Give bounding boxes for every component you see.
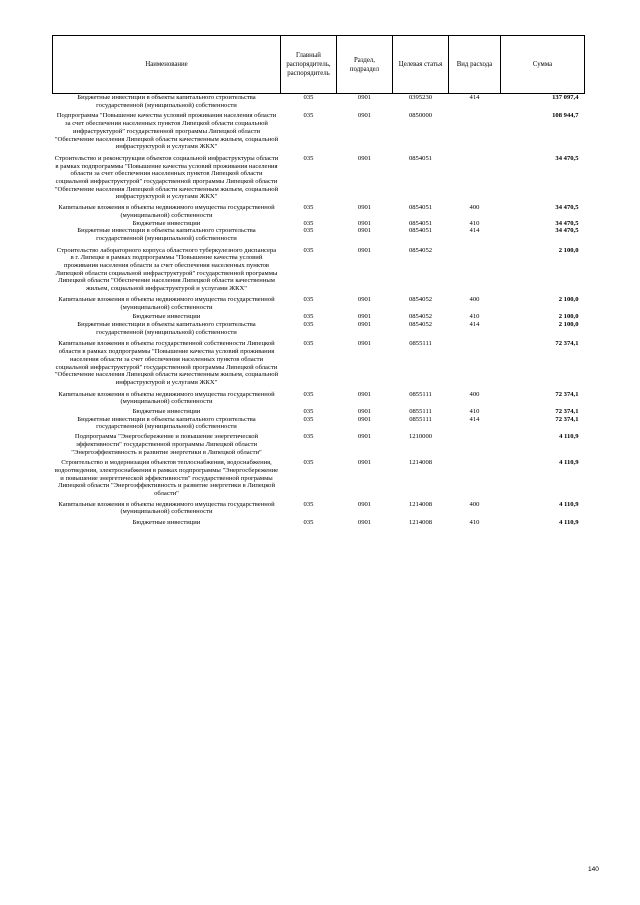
row-grbs: 035 xyxy=(303,500,314,508)
row-razdel: 0901 xyxy=(357,246,372,254)
row-cst: 0854052 xyxy=(408,295,433,303)
row-grbs: 035 xyxy=(303,459,314,467)
table-row xyxy=(53,456,585,498)
row-cst: 1214008 xyxy=(408,500,433,508)
row-cst: 0854051 xyxy=(408,219,433,227)
row-razdel: 0901 xyxy=(357,227,372,235)
row-vr: 414 xyxy=(469,320,480,328)
table-body xyxy=(53,94,585,527)
row-cst: 0854052 xyxy=(408,320,433,328)
row-name: Подпрограмма "Энергосбережение и повышение энергетической эффективности" государственной программы Липецкой области "Энергоэффективность и развитие энергетики в Липецкой области" xyxy=(71,433,262,456)
row-razdel: 0901 xyxy=(357,295,372,303)
table-row xyxy=(53,151,585,201)
row-razdel: 0901 xyxy=(357,219,372,227)
row-name: Капитальные вложения в объекты недвижимого имущества государственной (муниципальной) собственности xyxy=(58,390,275,406)
row-sum: 2 100,0 xyxy=(558,313,579,321)
row-sum: 137 097,4 xyxy=(552,94,579,101)
row-razdel: 0901 xyxy=(357,459,372,467)
row-sum: 4 110,9 xyxy=(559,433,579,441)
table-row xyxy=(53,109,585,151)
row-name: Бюджетные инвестиции в объекты капитального строительства государственной (муниципальной) собственности xyxy=(77,320,256,336)
row-sum: 72 374,1 xyxy=(555,415,579,423)
row-vr xyxy=(449,431,501,456)
row-grbs: 035 xyxy=(303,313,314,321)
header-razdel: Раздел, подраздел xyxy=(337,36,393,94)
row-razdel: 0901 xyxy=(357,320,372,328)
row-vr: 410 xyxy=(469,313,480,321)
row-cst: 1214008 xyxy=(408,459,433,467)
row-vr: 410 xyxy=(469,408,480,416)
row-name: Строительство и реконструкция объектов социальной инфраструктуры области в рамках подпрограммы "Повышение качества условий проживания населения области за счет обеспечения населенных пунктов Липецкой области социальной инфраструктурой" государственной программы Липецкой области "Обеспечение населения Липецкой области качественным жильем, социальной инфраструктурой и услугами ЖКХ" xyxy=(54,154,279,201)
row-cst: 1214008 xyxy=(408,519,433,527)
table-row xyxy=(53,243,585,293)
row-sum: 34 470,5 xyxy=(555,154,579,162)
row-name: Строительство и модернизация объектов теплоснабжения, водоснабжения, водоотведения, электроснабжения в рамках подпрограммы "Энергосбережение и повышение энергетической эффективности" государственной программы Липецкой области "Энергоэффективность и развитие энергетики в Липецкой области" xyxy=(54,459,279,498)
row-grbs: 035 xyxy=(303,219,314,227)
header-cst: Целевая статья xyxy=(393,36,449,94)
row-cst: 0855111 xyxy=(409,415,432,423)
header-sum: Сумма xyxy=(501,36,585,94)
row-grbs: 035 xyxy=(303,112,314,120)
row-name: Капитальные вложения в объекты недвижимого имущества государственной (муниципальной) собственности xyxy=(58,204,275,219)
table-row xyxy=(53,293,585,311)
row-name: Бюджетные инвестиции xyxy=(132,408,201,416)
row-grbs: 035 xyxy=(303,433,314,441)
row-vr: 410 xyxy=(469,519,480,527)
row-razdel: 0901 xyxy=(357,500,372,508)
row-cst: 0850000 xyxy=(408,112,433,120)
row-cst: 0395230 xyxy=(408,94,433,101)
page-number: 140 xyxy=(588,866,599,873)
row-grbs: 035 xyxy=(303,340,314,348)
row-name: Капитальные вложения в объекты недвижимого имущества государственной (муниципальной) собственности xyxy=(58,500,275,516)
table-row xyxy=(53,220,585,228)
row-vr: 400 xyxy=(469,204,480,212)
row-razdel: 0901 xyxy=(357,408,372,416)
row-name: Бюджетные инвестиции xyxy=(132,519,201,527)
row-vr: 400 xyxy=(469,500,480,508)
row-vr: 410 xyxy=(469,219,480,227)
row-cst: 0854051 xyxy=(408,227,433,235)
row-cst: 0855111 xyxy=(409,408,432,416)
row-cst: 0854052 xyxy=(408,313,433,321)
row-razdel: 0901 xyxy=(357,94,372,101)
table-row xyxy=(53,336,585,386)
row-sum: 72 374,1 xyxy=(555,340,579,348)
row-sum: 2 100,0 xyxy=(558,320,579,328)
row-cst: 0855111 xyxy=(409,340,432,348)
row-vr: 414 xyxy=(469,94,480,101)
row-grbs: 035 xyxy=(303,415,314,423)
row-sum: 4 110,9 xyxy=(559,519,579,527)
row-name: Капитальные вложения в объекты недвижимого имущества государственной (муниципальной) собственности xyxy=(58,295,275,311)
row-grbs: 035 xyxy=(303,320,314,328)
row-sum: 34 470,5 xyxy=(555,227,579,235)
row-name: Бюджетные инвестиции xyxy=(132,313,201,321)
row-name: Строительство лабораторного корпуса областного туберкулезного диспансера в г. Липецке в рамках подпрограммы "Повышение качества условий проживания населения области за счет обеспечения населенных пунктов Липецкой области социальной инфраструктурой" государственной программы Липецкой области "Обеспечение населения Липецкой области качественным жильем, социальной инфраструктурой и услугами ЖКХ" xyxy=(55,246,278,293)
row-grbs: 035 xyxy=(303,204,314,212)
row-vr xyxy=(449,456,501,498)
table-row xyxy=(53,516,585,527)
budget-table xyxy=(52,35,585,527)
row-name: Подпрограмма "Повышение качества условий проживания населения области за счет обеспечения населенных пунктов Липецкой области социальной инфраструктурой" государственной программы Липецкой области "Обеспечение населения Липецкой области качественным жильем, социальной инфраструктурой и услугами ЖКХ" xyxy=(54,112,279,151)
row-grbs: 035 xyxy=(303,295,314,303)
row-razdel: 0901 xyxy=(357,390,372,398)
row-sum: 2 100,0 xyxy=(558,246,579,254)
table-row xyxy=(53,406,585,416)
table-row xyxy=(53,498,585,516)
row-grbs: 035 xyxy=(303,390,314,398)
row-razdel: 0901 xyxy=(357,313,372,321)
row-vr xyxy=(449,151,501,201)
row-vr: 400 xyxy=(469,295,480,303)
row-grbs: 035 xyxy=(303,408,314,416)
row-razdel: 0901 xyxy=(357,112,372,120)
table-row xyxy=(53,321,585,336)
row-grbs: 035 xyxy=(303,246,314,254)
row-razdel: 0901 xyxy=(357,340,372,348)
header-grbs: Главный распорядитель, распорядитель xyxy=(281,36,337,94)
row-vr: 414 xyxy=(469,227,480,235)
row-razdel: 0901 xyxy=(357,204,372,212)
row-grbs: 035 xyxy=(303,227,314,235)
row-cst: 1210000 xyxy=(408,433,433,441)
document-page xyxy=(52,35,584,527)
table-row xyxy=(53,416,585,431)
row-razdel: 0901 xyxy=(357,154,372,162)
row-name: Капитальные вложения в объекты государственной собственности Липецкой области в рамках подпрограммы "Повышение качества условий проживания населения области за счет обеспечения населенных пунктов области социальной инфраструктурой" государственной программы Липецкой области "Обеспечение населения Липецкой области качественным жильем, социальной инфраструктурой и услугами ЖКХ" xyxy=(54,340,279,386)
row-name: Бюджетные инвестиции в объекты капитального строительства государственной (муниципальной) собственности xyxy=(77,94,256,109)
row-razdel: 0901 xyxy=(357,415,372,423)
row-sum: 4 110,9 xyxy=(559,459,579,467)
row-name: Бюджетные инвестиции в объекты капитального строительства государственной (муниципальной) собственности xyxy=(77,415,256,431)
row-vr xyxy=(449,109,501,151)
row-vr: 400 xyxy=(469,390,480,398)
row-sum: 34 470,5 xyxy=(555,219,579,227)
table-header xyxy=(53,36,585,94)
row-sum: 72 374,1 xyxy=(555,390,579,398)
table-row xyxy=(53,94,585,110)
row-grbs: 035 xyxy=(303,154,314,162)
table-row xyxy=(53,311,585,321)
row-sum: 2 100,0 xyxy=(558,295,579,303)
row-sum: 34 470,5 xyxy=(555,204,579,212)
row-sum: 108 944,7 xyxy=(552,112,579,120)
row-name: Бюджетные инвестиции xyxy=(132,219,201,227)
row-cst: 0854051 xyxy=(408,204,433,212)
row-grbs: 035 xyxy=(303,519,314,527)
row-grbs: 035 xyxy=(303,94,314,101)
header-name: Наименование xyxy=(53,36,281,94)
header-vr: Вид расхода xyxy=(449,36,501,94)
row-cst: 0854052 xyxy=(408,246,433,254)
row-razdel: 0901 xyxy=(357,433,372,441)
table-row xyxy=(53,227,585,242)
row-cst: 0854051 xyxy=(408,154,433,162)
row-vr: 414 xyxy=(469,415,480,423)
row-razdel: 0901 xyxy=(357,519,372,527)
row-cst: 0855111 xyxy=(409,390,432,398)
row-sum: 72 374,1 xyxy=(555,408,579,416)
table-row xyxy=(53,387,585,406)
row-vr xyxy=(449,336,501,386)
row-name: Бюджетные инвестиции в объекты капитального строительства государственной (муниципальной) собственности xyxy=(77,227,256,242)
table-row xyxy=(53,431,585,456)
row-sum: 4 110,9 xyxy=(559,500,579,508)
table-row xyxy=(53,201,585,219)
row-vr xyxy=(449,243,501,293)
